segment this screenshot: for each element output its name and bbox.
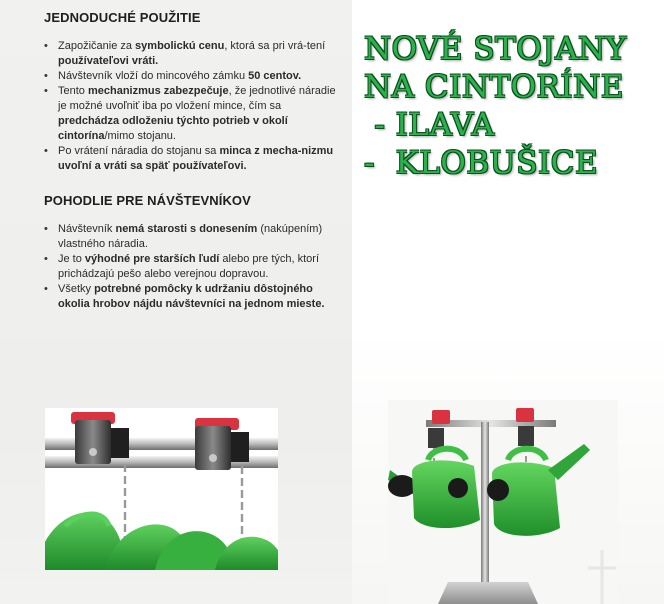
section-heading-comfort: POHODLIE PRE NÁVŠTEVNÍKOV — [44, 193, 251, 208]
bullet-item — [44, 39, 344, 69]
bullet-item — [44, 69, 344, 84]
bullet-text: Tento — [58, 85, 88, 97]
bullet-item — [44, 252, 344, 282]
bullet-text: , ktorá sa pri vrá-tení — [224, 40, 326, 52]
coin-lock-rail-illustration — [45, 408, 278, 570]
bullet-text: Zapožičanie za — [58, 40, 136, 52]
bullet-bold-text: predchádza odloženiu týchto potrieb v okolí cintorína — [58, 115, 288, 142]
headline — [364, 30, 627, 182]
stand-lock-right — [516, 408, 534, 422]
stand-pole — [481, 422, 489, 594]
stand-lock-left — [432, 410, 450, 424]
bullet-text: Návštevník vloží do mincového zámku — [58, 70, 249, 82]
simple-use-bullet-list — [44, 39, 344, 174]
bullet-text: Je to — [58, 253, 85, 265]
bullet-bold-text: symbolickú cenu — [135, 40, 225, 52]
coin-lock-rail-photo — [45, 408, 278, 570]
bullet-bold-text: potrebné pomôcky k udržaniu dôstojného okolia hrobov nájdu návštevníci na jednom mieste. — [58, 283, 325, 310]
bullet-bold-text: výhodné pre starších ľudí — [84, 253, 220, 265]
headline-line: - ILAVA — [364, 107, 495, 143]
text-column — [44, 10, 344, 312]
bullet-item — [44, 144, 344, 174]
bullet-text: /mimo stojanu. — [104, 130, 176, 142]
watering-can-stand-illustration — [388, 400, 618, 604]
bullet-bold-text: minca z mecha-nizmu uvoľní a vráti sa späť používateľovi. — [58, 145, 334, 172]
bullet-text: Návštevník — [58, 223, 116, 235]
headline-line: NOVÉ STOJANY — [364, 31, 627, 67]
bullet-text: alebo pre tých, ktorí prichádzajú pešo alebo verejnou dopravou. — [58, 253, 320, 280]
bullet-item — [44, 84, 344, 144]
stand-base — [438, 582, 538, 604]
section-heading-simple-use: JEDNODUCHÉ POUŽITIE — [44, 10, 201, 25]
bullet-text: (nakúpením) vlastného náradia. — [58, 223, 323, 250]
bullet-item — [44, 282, 344, 312]
watering-can-stand-photo — [388, 400, 618, 604]
bullet-bold-text: mechanizmus zabezpečuje — [87, 85, 229, 97]
comfort-bullet-list — [44, 222, 344, 312]
bullet-text: Po vrátení náradia do stojanu sa — [58, 145, 220, 157]
headline-line: - KLOBUŠICE — [364, 145, 599, 181]
headline-line: NA CINTORÍNE — [364, 69, 624, 105]
bullet-item — [44, 222, 344, 252]
bullet-bold-text: 50 centov. — [248, 70, 302, 82]
bullet-text: , že jednotlivé náradie je možné uvoľniť iba po vložení mince, čím sa — [58, 85, 336, 112]
bullet-bold-text: nemá starosti s donesením — [115, 223, 258, 235]
bullet-text: Všetky — [58, 283, 95, 295]
bullet-bold-text: používateľovi vráti. — [58, 55, 159, 67]
